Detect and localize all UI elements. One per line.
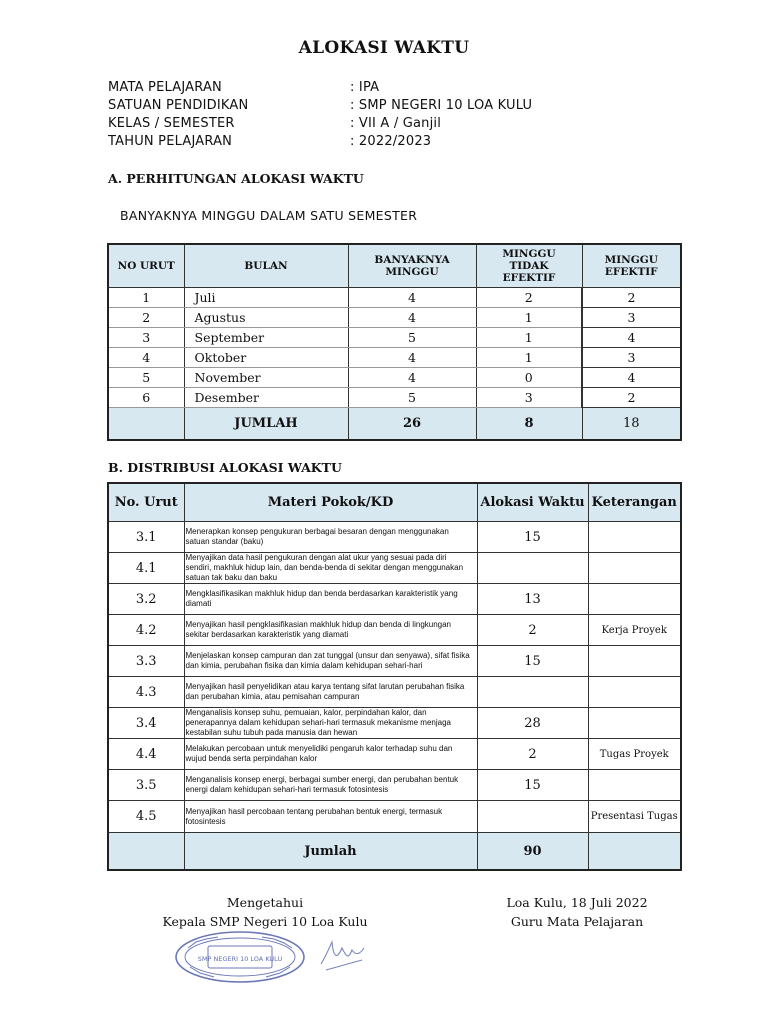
signature-left-line1: Mengetahui xyxy=(226,895,304,910)
row-weeks: 4 xyxy=(348,348,476,368)
total-label: Jumlah xyxy=(184,833,477,871)
row-not-effective: 1 xyxy=(476,308,582,328)
row-not-effective: 1 xyxy=(476,328,582,348)
kd-number: 4.5 xyxy=(108,801,184,833)
kd-number: 3.4 xyxy=(108,708,184,739)
row-effective: 3 xyxy=(582,348,681,368)
weeks-table-row xyxy=(108,328,681,348)
kd-description: Mengklasifikasikan makhluk hidup dan benda berdasarkan karakteristik yang diamati xyxy=(184,584,477,615)
remark: Tugas Proyek xyxy=(588,739,681,770)
total-allocation: 90 xyxy=(477,833,588,871)
distribution-table xyxy=(107,482,682,871)
distribution-table-row xyxy=(108,677,681,708)
row-no: 4 xyxy=(108,348,184,368)
kd-number: 4.1 xyxy=(108,553,184,584)
meta-row-year xyxy=(108,134,668,152)
meta-value: : IPA xyxy=(350,80,380,95)
row-no: 1 xyxy=(108,288,184,308)
distribution-table-row xyxy=(108,770,681,801)
row-month: September xyxy=(184,328,348,348)
weeks-table-row xyxy=(108,348,681,368)
weeks-table-title: BANYAKNYA MINGGU DALAM SATU SEMESTER xyxy=(120,208,418,223)
distribution-table-header xyxy=(108,483,681,522)
distribution-table-row xyxy=(108,801,681,833)
remark xyxy=(588,553,681,584)
kd-number: 3.1 xyxy=(108,522,184,553)
header-alokasi-waktu: Alokasi Waktu xyxy=(477,483,588,522)
signature-right xyxy=(470,893,684,931)
stamp-icon xyxy=(166,926,382,988)
remark: Presentasi Tugas xyxy=(588,801,681,833)
row-no: 5 xyxy=(108,368,184,388)
kd-number: 3.5 xyxy=(108,770,184,801)
time-allocation: 13 xyxy=(477,584,588,615)
header-banyaknya-minggu: BANYAKNYA MINGGU xyxy=(348,244,476,288)
signature-left-line2: Kepala SMP Negeri 10 Loa Kulu xyxy=(162,914,368,929)
time-allocation: 15 xyxy=(477,522,588,553)
total-label: JUMLAH xyxy=(184,408,348,441)
row-effective: 2 xyxy=(582,388,681,408)
total-effective: 18 xyxy=(582,408,681,441)
signature-right-line1: Loa Kulu, 18 Juli 2022 xyxy=(506,895,648,910)
kd-number: 4.2 xyxy=(108,615,184,646)
weeks-table xyxy=(107,243,682,441)
row-weeks: 4 xyxy=(348,288,476,308)
time-allocation: 15 xyxy=(477,646,588,677)
row-weeks: 5 xyxy=(348,328,476,348)
header-minggu-efektif xyxy=(582,244,681,288)
header-no-urut: No. Urut xyxy=(108,483,184,522)
distribution-total-row xyxy=(108,833,681,871)
row-month: Desember xyxy=(184,388,348,408)
kd-description: Menyajikan data hasil pengukuran dengan alat ukur yang sesuai pada diri sendiri, makhluk hidup lain, dan benda-benda di sekitar dengan menggunakan satuan tak baku dan baku xyxy=(184,553,477,584)
section-a-heading: A. PERHITUNGAN ALOKASI WAKTU xyxy=(108,171,364,186)
time-allocation xyxy=(477,677,588,708)
meta-row-school xyxy=(108,98,668,116)
remark xyxy=(588,708,681,739)
distribution-table-row xyxy=(108,584,681,615)
time-allocation: 2 xyxy=(477,739,588,770)
row-month: Oktober xyxy=(184,348,348,368)
kd-number: 3.2 xyxy=(108,584,184,615)
weeks-table-header xyxy=(108,244,681,288)
remark xyxy=(588,522,681,553)
distribution-table-row xyxy=(108,553,681,584)
header-bulan: BULAN xyxy=(184,244,348,288)
header-no-urut: NO URUT xyxy=(108,244,184,288)
remark xyxy=(588,770,681,801)
section-b-heading: B. DISTRIBUSI ALOKASI WAKTU xyxy=(108,460,342,475)
row-weeks: 4 xyxy=(348,308,476,328)
distribution-table-row xyxy=(108,615,681,646)
row-effective: 4 xyxy=(582,368,681,388)
school-stamp-and-signature xyxy=(166,926,382,988)
document-title: ALOKASI WAKTU xyxy=(298,38,470,58)
row-effective: 4 xyxy=(582,328,681,348)
row-not-effective: 2 xyxy=(476,288,582,308)
kd-description: Menganalisis konsep energi, berbagai sumber energi, dan perubahan bentuk energi dalam kehidupan sehari-hari termasuk fotosintesis xyxy=(184,770,477,801)
kd-description: Menyajikan hasil percobaan tentang perubahan bentuk energi, termasuk fotosintesis xyxy=(184,801,477,833)
meta-label: TAHUN PELAJARAN xyxy=(108,134,233,149)
distribution-table-row xyxy=(108,708,681,739)
header-keterangan: Keterangan xyxy=(588,483,681,522)
weeks-table-row xyxy=(108,368,681,388)
remark xyxy=(588,584,681,615)
header-text: MINGGU TIDAK EFEKTIF xyxy=(502,248,556,284)
meta-label: KELAS / SEMESTER xyxy=(108,116,235,131)
kd-description: Menerapkan konsep pengukuran berbagai besaran dengan menggunakan satuan standar (baku) xyxy=(184,522,477,553)
row-not-effective: 0 xyxy=(476,368,582,388)
time-allocation xyxy=(477,801,588,833)
total-empty-cell xyxy=(108,408,184,441)
remark xyxy=(588,646,681,677)
row-no: 3 xyxy=(108,328,184,348)
kd-number: 4.3 xyxy=(108,677,184,708)
meta-value: : VII A / Ganjil xyxy=(350,116,442,131)
total-not-effective: 8 xyxy=(476,408,582,441)
distribution-table-row xyxy=(108,739,681,770)
svg-text:SMP NEGERI 10 LOA KULU: SMP NEGERI 10 LOA KULU xyxy=(197,955,283,963)
row-no: 6 xyxy=(108,388,184,408)
kd-number: 3.3 xyxy=(108,646,184,677)
row-weeks: 5 xyxy=(348,388,476,408)
meta-row-subject xyxy=(108,80,668,98)
meta-label: MATA PELAJARAN xyxy=(108,80,222,95)
total-weeks: 26 xyxy=(348,408,476,441)
remark: Kerja Proyek xyxy=(588,615,681,646)
meta-row-class xyxy=(108,116,668,134)
total-empty-cell xyxy=(588,833,681,871)
kd-description: Menganalisis konsep suhu, pemuaian, kalor, perpindahan kalor, dan penerapannya dalam kehidupan sehari-hari termasuk mekanisme menjaga kestabilan suhu tubuh pada manusia dan hewan xyxy=(184,708,477,739)
weeks-table-row xyxy=(108,308,681,328)
time-allocation: 28 xyxy=(477,708,588,739)
distribution-table-row xyxy=(108,522,681,553)
meta-value: : SMP NEGERI 10 LOA KULU xyxy=(350,98,533,113)
row-month: November xyxy=(184,368,348,388)
distribution-table-row xyxy=(108,646,681,677)
remark xyxy=(588,677,681,708)
weeks-total-row xyxy=(108,408,681,441)
kd-description: Melakukan percobaan untuk menyelidiki pengaruh kalor terhadap suhu dan wujud benda serta perpindahan kalor xyxy=(184,739,477,770)
row-weeks: 4 xyxy=(348,368,476,388)
row-not-effective: 3 xyxy=(476,388,582,408)
time-allocation xyxy=(477,553,588,584)
weeks-table-row xyxy=(108,288,681,308)
kd-description: Menyajikan hasil pengklasifikasian makhluk hidup dan benda di lingkungan sekitar berdasarkan karakteristik yang diamati xyxy=(184,615,477,646)
weeks-table-row xyxy=(108,388,681,408)
row-effective: 2 xyxy=(582,288,681,308)
row-effective: 3 xyxy=(582,308,681,328)
row-no: 2 xyxy=(108,308,184,328)
kd-description: Menyajikan hasil penyelidikan atau karya tentang sifat larutan perubahan fisika dan perubahan kimia, atau pemisahan campuran xyxy=(184,677,477,708)
meta-value: : 2022/2023 xyxy=(350,134,432,149)
header-text: MINGGU EFEKTIF xyxy=(604,254,658,278)
time-allocation: 2 xyxy=(477,615,588,646)
header-materi-pokok: Materi Pokok/KD xyxy=(184,483,477,522)
kd-description: Menjelaskan konsep campuran dan zat tunggal (unsur dan senyawa), sifat fisika dan kimia, perubahan fisika dan kimia dalam kehidupan sehari-hari xyxy=(184,646,477,677)
row-month: Juli xyxy=(184,288,348,308)
kd-number: 4.4 xyxy=(108,739,184,770)
row-month: Agustus xyxy=(184,308,348,328)
total-empty-cell xyxy=(108,833,184,871)
header-minggu-tidak-efektif xyxy=(476,244,582,288)
meta-label: SATUAN PENDIDIKAN xyxy=(108,98,249,113)
signature-right-line2: Guru Mata Pelajaran xyxy=(510,914,644,929)
time-allocation: 15 xyxy=(477,770,588,801)
row-not-effective: 1 xyxy=(476,348,582,368)
